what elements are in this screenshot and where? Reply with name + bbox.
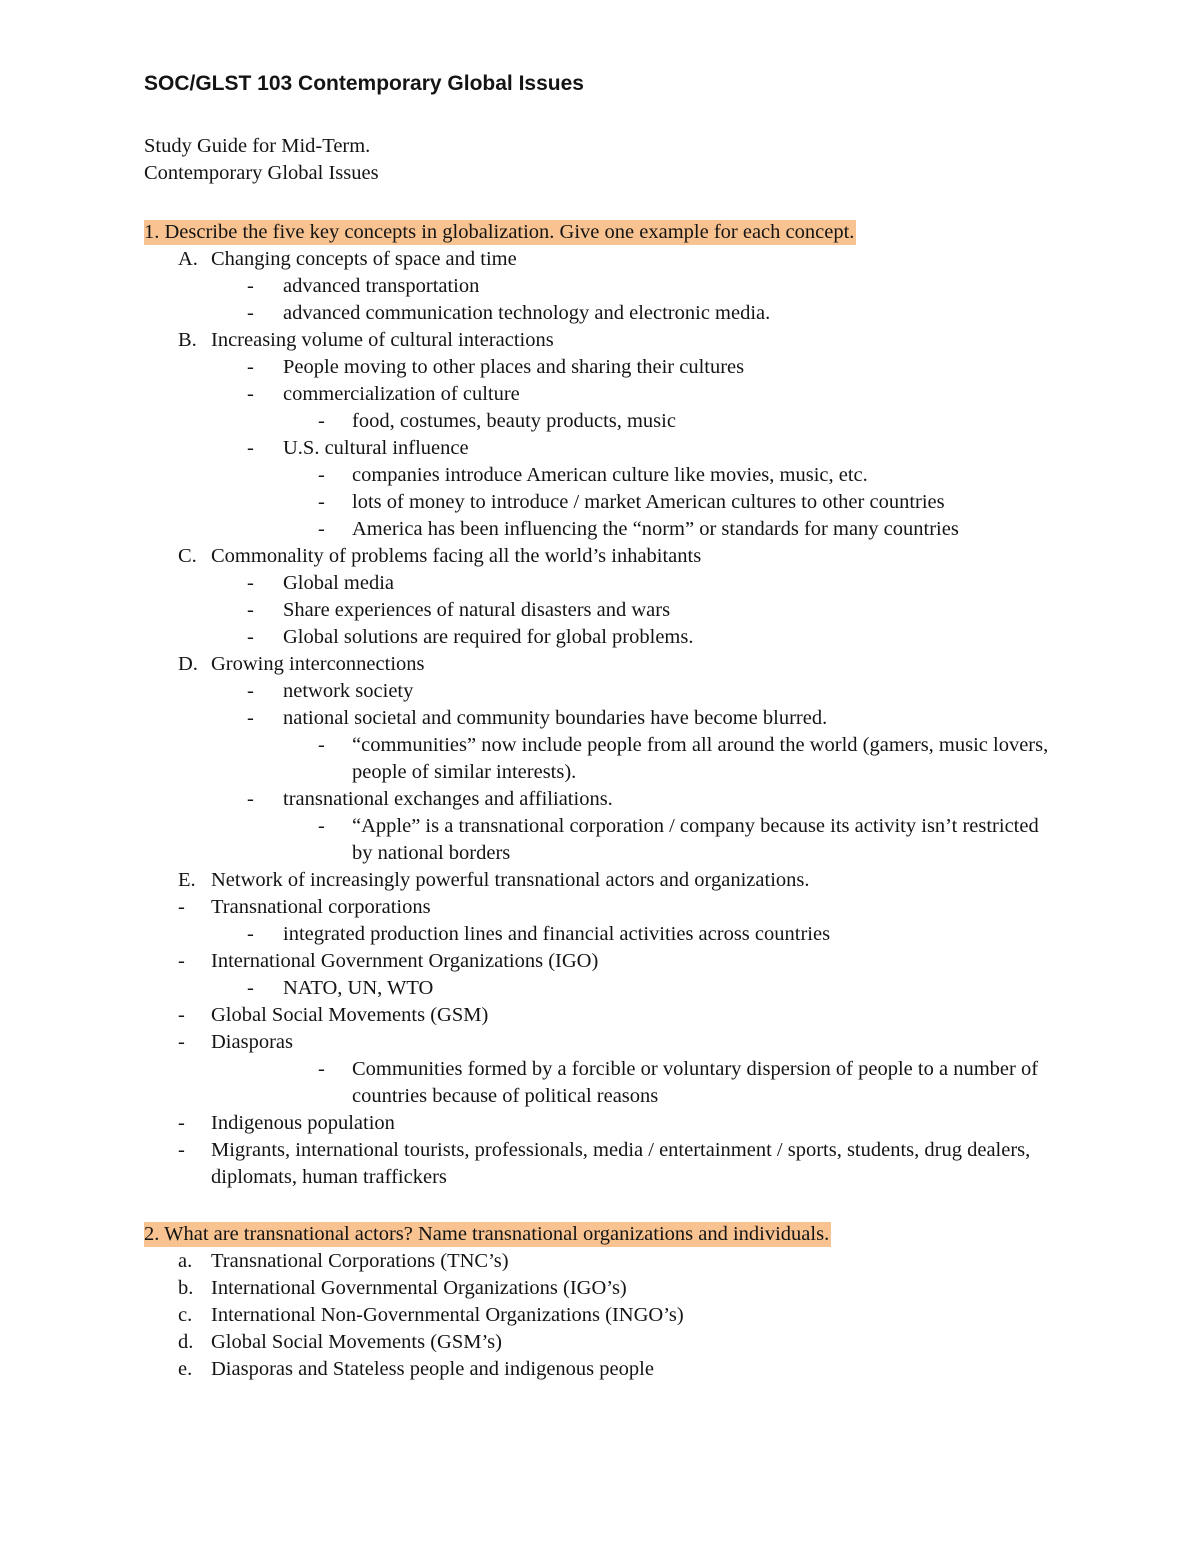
list-item [144,1110,1056,1137]
paragraph: Contemporary Global Issues [144,162,379,184]
list-item [144,570,1056,597]
list-item-text: Global Social Movements (GSM’s) [211,1331,502,1353]
list-item-text: Network of increasingly powerful transnational actors and organizations. [211,869,810,891]
list-item-text: Share experiences of natural disasters and wars [283,599,671,621]
list-item-text: transnational exchanges and affiliations. [283,788,613,810]
list-item-text: food, costumes, beauty products, music [352,410,676,432]
list-item [144,273,1056,300]
list-item-text: International Governmental Organizations (IGO’s) [211,1277,627,1299]
list-marker: - [178,1031,185,1053]
blank-line [144,187,1056,219]
list-item-text: Communities formed by a forcible or voluntary dispersion of people to a number of countries because of political reasons [352,1058,1039,1107]
list-item [144,705,1056,732]
highlighted-text: 1. Describe the five key concepts in globalization. Give one example for each concept. [144,221,855,243]
list-item-text: Global Social Movements (GSM) [211,1004,489,1026]
list-item-text: lots of money to introduce / market American cultures to other countries [352,491,945,513]
list-item [144,1248,1056,1275]
list-item-text: advanced transportation [283,275,480,297]
list-marker: - [318,410,325,432]
list-item-text: Global solutions are required for global problems. [283,626,694,648]
list-item-text: network society [283,680,414,702]
list-item-text: national societal and community boundaries have become blurred. [283,707,828,729]
list-item-text: Migrants, international tourists, professionals, media / entertainment / sports, students, drug dealers, diplomats, human traffickers [211,1139,1031,1188]
list-marker: - [318,491,325,513]
list-item-text: Growing interconnections [211,653,425,675]
list-item [144,327,1056,354]
list-item [144,948,1056,975]
list-item [144,921,1056,948]
list-item-text: advanced communication technology and electronic media. [283,302,771,324]
list-item-text: “Apple” is a transnational corporation / company because its activity isn’t restricted by national borders [352,815,1039,864]
document-body [144,70,1056,1383]
list-item [144,408,1056,435]
list-item [144,597,1056,624]
question-heading [144,1221,1056,1248]
list-marker: D. [178,653,198,675]
list-item [144,894,1056,921]
list-marker: - [247,572,254,594]
list-item-text: Transnational corporations [211,896,431,918]
list-marker: c. [178,1304,193,1326]
list-item [144,732,1056,786]
list-marker: - [247,707,254,729]
list-item-text: commercialization of culture [283,383,520,405]
list-item-text: companies introduce American culture like movies, music, etc. [352,464,868,486]
list-item [144,1137,1056,1191]
list-item-text: “communities” now include people from all around the world (gamers, music lovers, people of similar interests). [352,734,1049,783]
list-item-text: International Government Organizations (IGO) [211,950,599,972]
list-marker: - [247,383,254,405]
list-item [144,813,1056,867]
list-marker: b. [178,1277,194,1299]
list-marker: - [318,734,325,756]
list-marker: - [247,680,254,702]
question-heading [144,219,1056,246]
list-item-text: Increasing volume of cultural interactions [211,329,554,351]
list-marker: - [247,356,254,378]
list-item-text: NATO, UN, WTO [283,977,434,999]
list-item-text: America has been influencing the “norm” or standards for many countries [352,518,959,540]
list-marker: E. [178,869,196,891]
list-item [144,867,1056,894]
list-marker: - [178,1139,185,1161]
list-marker: - [247,275,254,297]
list-item [144,435,1056,462]
list-item [144,462,1056,489]
paragraph: Study Guide for Mid-Term. [144,135,371,157]
list-item [144,300,1056,327]
list-marker: - [247,302,254,324]
list-item [144,1302,1056,1329]
list-item-text: U.S. cultural influence [283,437,469,459]
highlighted-text: 2. What are transnational actors? Name transnational organizations and individuals. [144,1223,830,1245]
list-marker: - [318,464,325,486]
list-marker: A. [178,248,198,270]
blank-line [144,1191,1056,1221]
list-marker: B. [178,329,197,351]
list-item [144,975,1056,1002]
list-item [144,489,1056,516]
list-marker: - [178,896,185,918]
list-item [144,246,1056,273]
list-item-text: International Non-Governmental Organizations (INGO’s) [211,1304,684,1326]
list-item [144,1002,1056,1029]
list-item-text: People moving to other places and sharing their cultures [283,356,745,378]
list-marker: - [247,923,254,945]
list-item [144,624,1056,651]
list-marker: - [178,1112,185,1134]
list-marker: e. [178,1358,193,1380]
list-item-text: Changing concepts of space and time [211,248,517,270]
list-marker: - [247,437,254,459]
list-item [144,1056,1056,1110]
list-item [144,516,1056,543]
list-marker: - [318,1058,325,1080]
list-item-text: Commonality of problems facing all the world’s inhabitants [211,545,702,567]
list-item [144,1329,1056,1356]
list-item [144,1029,1056,1056]
list-item [144,651,1056,678]
list-item [144,1275,1056,1302]
list-item-text: Diasporas and Stateless people and indigenous people [211,1358,654,1380]
list-marker: - [247,599,254,621]
list-item [144,678,1056,705]
list-marker: - [178,1004,185,1026]
list-marker: - [318,518,325,540]
list-item [144,786,1056,813]
list-item [144,381,1056,408]
list-marker: - [178,950,185,972]
list-item-text: Global media [283,572,395,594]
list-item-text: Indigenous population [211,1112,395,1134]
list-marker: a. [178,1250,193,1272]
list-marker: - [247,788,254,810]
list-item [144,1356,1056,1383]
list-item-text: integrated production lines and financial activities across countries [283,923,831,945]
list-item-text: Diasporas [211,1031,293,1053]
list-marker: d. [178,1331,194,1353]
blank-line [144,97,1056,133]
list-item-text: Transnational Corporations (TNC’s) [211,1250,509,1272]
list-marker: C. [178,545,197,567]
list-marker: - [247,626,254,648]
list-marker: - [318,815,325,837]
list-item [144,354,1056,381]
document-title: SOC/GLST 103 Contemporary Global Issues [144,72,584,95]
list-marker: - [247,977,254,999]
list-item [144,543,1056,570]
